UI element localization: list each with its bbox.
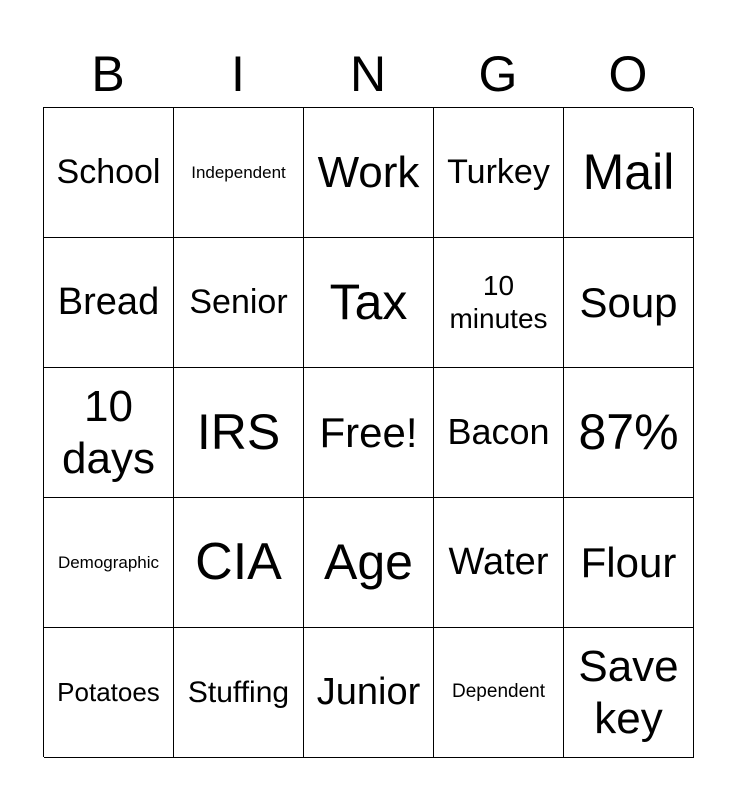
bingo-header (43, 40, 693, 108)
bingo-cell[interactable]: IRS (174, 368, 304, 498)
bingo-cell[interactable]: Save key (564, 628, 694, 758)
bingo-cell[interactable]: Work (304, 108, 434, 238)
bingo-cell[interactable]: Soup (564, 238, 694, 368)
bingo-cell[interactable]: 10 minutes (434, 238, 564, 368)
bingo-cell[interactable]: Demographic (44, 498, 174, 628)
bingo-cell[interactable]: Age (304, 498, 434, 628)
header-letter-b: B (91, 46, 125, 102)
bingo-cell[interactable]: Water (434, 498, 564, 628)
bingo-cell[interactable]: Bacon (434, 368, 564, 498)
bingo-cell[interactable]: Independent (174, 108, 304, 238)
bingo-cell[interactable]: 10 days (44, 368, 174, 498)
bingo-cell[interactable]: Turkey (434, 108, 564, 238)
header-letter-i: I (231, 46, 245, 102)
bingo-board (43, 107, 693, 757)
header-letter-o: O (608, 46, 648, 102)
bingo-cell[interactable]: CIA (174, 498, 304, 628)
bingo-cell[interactable]: Tax (304, 238, 434, 368)
bingo-cell[interactable]: 87% (564, 368, 694, 498)
bingo-cell[interactable]: Potatoes (44, 628, 174, 758)
bingo-cell[interactable]: Mail (564, 108, 694, 238)
bingo-cell[interactable]: Senior (174, 238, 304, 368)
header-letter-g: G (478, 46, 518, 102)
bingo-cell[interactable]: Stuffing (174, 628, 304, 758)
bingo-cell[interactable]: Junior (304, 628, 434, 758)
bingo-cell[interactable]: Dependent (434, 628, 564, 758)
bingo-cell[interactable]: Bread (44, 238, 174, 368)
bingo-cell[interactable]: School (44, 108, 174, 238)
bingo-cell[interactable]: Free! (304, 368, 434, 498)
bingo-cell[interactable]: Flour (564, 498, 694, 628)
header-letter-n: N (349, 46, 387, 102)
